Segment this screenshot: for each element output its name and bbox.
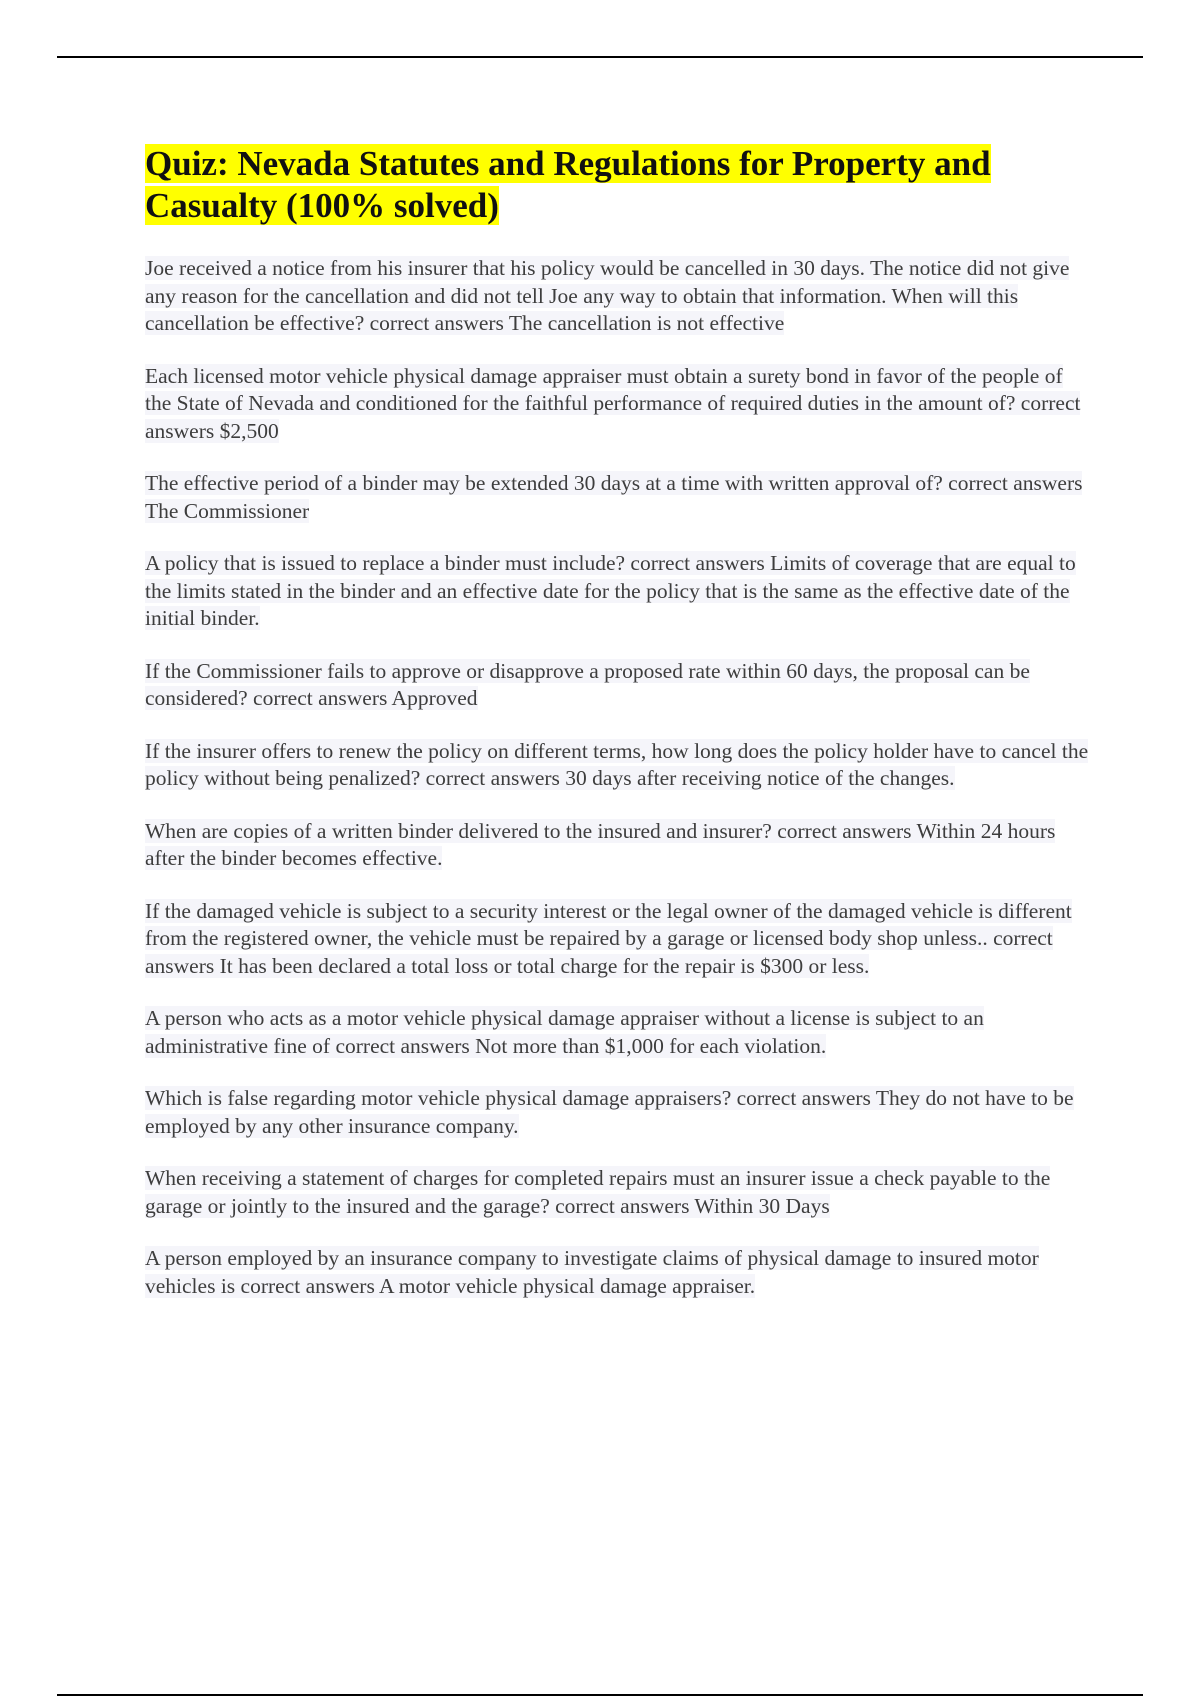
document-body [145, 143, 1090, 1325]
qa-item: Joe received a notice from his insurer that his policy would be cancelled in 30 days. The notice did not give any reason for the cancellation and did not tell Joe any way to obtain that information. When will this cancellation be effective? correct answers The cancellation is not effective [145, 256, 1070, 335]
qa-item: When receiving a statement of charges for completed repairs must an insurer issue a check payable to the garage or jointly to the insured and the garage? correct answers Within 30 Days [145, 1166, 1051, 1218]
qa-item: A policy that is issued to replace a binder must include? correct answers Limits of coverage that are equal to the limits stated in the binder and an effective date for the policy that is the same as the effective date of the initial binder. [145, 551, 1076, 630]
qa-item: Each licensed motor vehicle physical damage appraiser must obtain a surety bond in favor of the people of the State of Nevada and conditioned for the faithful performance of required duties in the amount of? correct answers $2,500 [145, 363, 1081, 443]
footer-rule [57, 1694, 1143, 1696]
qa-item: Which is false regarding motor vehicle physical damage appraisers? correct answers They do not have to be employed by any other insurance company. [145, 1086, 1074, 1138]
qa-item: When are copies of a written binder delivered to the insured and insurer? correct answers Within 24 hours after the binder becomes effective. [145, 818, 1056, 870]
document-title [145, 143, 1090, 227]
qa-item: If the insurer offers to renew the policy on different terms, how long does the policy holder have to cancel the policy without being penalized? correct answers 30 days after receiving notice of the changes. [145, 738, 1089, 790]
title-highlight: Quiz: Nevada Statutes and Regulations for Property and Casualty (100% solved) [145, 144, 991, 225]
qa-item: A person employed by an insurance company to investigate claims of physical damage to insured motor vehicles is correct answers A motor vehicle physical damage appraiser. [145, 1246, 1039, 1298]
qa-item: The effective period of a binder may be extended 30 days at a time with written approval of? correct answers The Commissioner [145, 471, 1083, 523]
qa-item: If the damaged vehicle is subject to a security interest or the legal owner of the damaged vehicle is different from the registered owner, the vehicle must be repaired by a garage or licensed body shop unless.. correct answers It has been declared a total loss or total charge for the repair is $300 or less. [145, 898, 1072, 978]
qa-item: If the Commissioner fails to approve or disapprove a proposed rate within 60 days, the proposal can be considered? correct answers Approved [145, 658, 1030, 710]
qa-item: A person who acts as a motor vehicle physical damage appraiser without a license is subject to an administrative fine of correct answers Not more than $1,000 for each violation. [145, 1006, 984, 1058]
header-rule [57, 56, 1143, 58]
